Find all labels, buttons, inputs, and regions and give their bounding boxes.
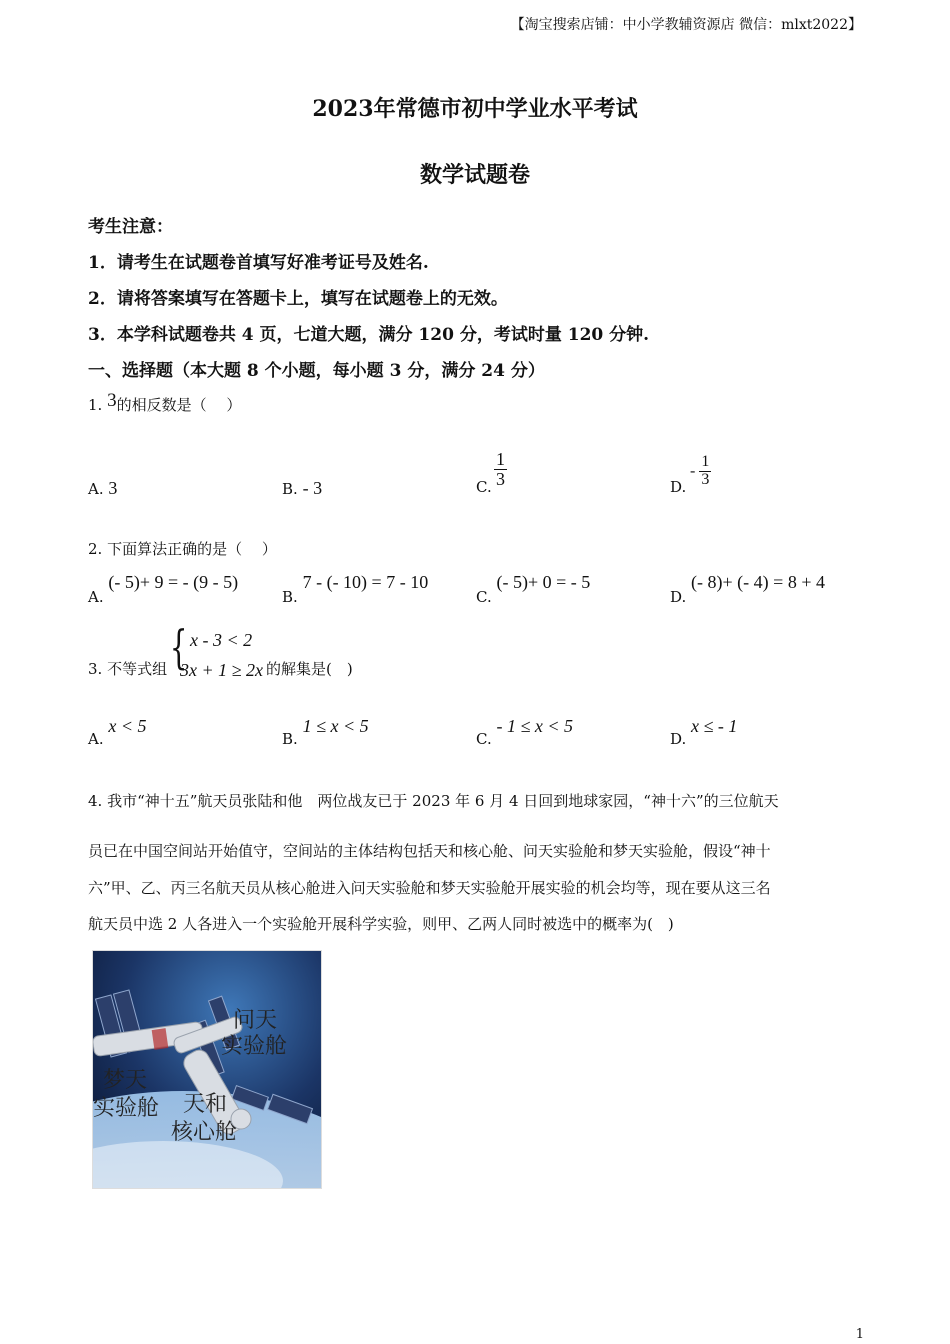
- question-4-line-1: 4. 我市“神十五”航天员张陆和他 两位战友已于 2023 年 6 月 4 日回到地球家园，“神十六”的三位航天: [88, 792, 779, 810]
- option-value: - 3: [302, 478, 323, 498]
- page-header: 【淘宝搜索店铺：中小学教辅资源店 微信：mlxt2022】: [510, 17, 862, 33]
- option-expression: x ≤ - 1: [691, 716, 738, 736]
- inequality-line-2: 3x + 1 ≥ 2x: [180, 660, 264, 680]
- q3-option-d[interactable]: [670, 716, 738, 748]
- option-expression: x < 5: [108, 716, 147, 736]
- question-4-line-3: 六”甲、乙、丙三名航天员从核心舱进入问天实验舱和梦天实验舱开展实验的机会均等，现在要从这三名: [88, 879, 771, 897]
- q2-option-b[interactable]: [282, 572, 429, 606]
- option-label: A.: [88, 730, 104, 748]
- label-mengtian-module: 实验舱: [93, 1096, 160, 1121]
- option-expression: - 1 ≤ x < 5: [496, 716, 574, 736]
- fraction-denominator: 3: [496, 468, 505, 489]
- fraction-numerator: 1: [496, 449, 505, 469]
- page-number: 1: [855, 1327, 864, 1342]
- option-label: D.: [670, 588, 687, 606]
- question-stem: 的相反数是（ ）: [116, 396, 242, 414]
- label-tianhe-module: 核心舱: [171, 1120, 238, 1145]
- option-label: B.: [282, 480, 298, 498]
- q1-option-a[interactable]: [88, 478, 117, 499]
- option-expression: (- 8)+ (- 4) = 8 + 4: [691, 572, 825, 592]
- fraction-denominator: 3: [701, 470, 710, 488]
- option-label: B.: [282, 588, 298, 606]
- question-number: 1.: [88, 396, 103, 414]
- option-label: C.: [476, 588, 492, 606]
- option-expression: (- 5)+ 0 = - 5: [496, 572, 591, 592]
- q1-option-d-fraction: [690, 454, 711, 489]
- q1-option-c[interactable]: [476, 478, 492, 496]
- label-tianhe: 天和: [183, 1092, 228, 1117]
- question-2: 2. 下面算法正确的是（ ）: [88, 540, 277, 558]
- q3-option-a[interactable]: [88, 716, 147, 748]
- inequality-brace: {: [169, 620, 188, 674]
- q1-option-c-fraction: [494, 450, 507, 489]
- exam-title: 2023年常德市初中学业水平考试: [312, 96, 638, 122]
- option-expression: 7 - (- 10) = 7 - 10: [302, 572, 429, 592]
- space-station-figure: [92, 950, 322, 1189]
- fraction-numerator: 1: [701, 453, 710, 470]
- q3-option-c[interactable]: [476, 716, 574, 748]
- question-1: [88, 390, 242, 416]
- label-wentian-module: 实验舱: [221, 1034, 288, 1059]
- space-station-illustration: [93, 951, 321, 1188]
- label-mengtian: 梦天: [103, 1068, 148, 1093]
- notice-item-1: 1．请考生在试题卷首填写好准考证号及姓名.: [88, 253, 429, 273]
- q1-option-b[interactable]: [282, 478, 322, 499]
- notice-heading: 考生注意：: [88, 217, 173, 237]
- question-value: 3: [107, 390, 117, 411]
- q3-option-b[interactable]: [282, 716, 369, 748]
- label-wentian: 问天: [233, 1008, 278, 1033]
- question-4-line-4: 航天员中选 2 人各进入一个实验舱开展科学实验，则甲、乙两人同时被选中的概率为( ): [88, 915, 674, 933]
- q2-option-c[interactable]: [476, 572, 591, 606]
- inequality-line-1: x - 3 < 2: [190, 630, 253, 650]
- fraction-sign: -: [690, 462, 696, 480]
- notice-item-3: 3．本学科试题卷共 4 页，七道大题，满分 120 分，考试时量 120 分钟.: [88, 325, 650, 345]
- option-label: D.: [670, 730, 687, 748]
- question-4-line-2: 员已在中国空间站开始值守，空间站的主体结构包括天和核心舱、问天实验舱和梦天实验舱，假设“神十: [88, 842, 771, 860]
- exam-subtitle: 数学试题卷: [419, 162, 530, 188]
- option-value: 3: [108, 478, 118, 498]
- question-3-prefix: 3. 不等式组: [88, 660, 168, 678]
- q2-option-a[interactable]: [88, 572, 239, 606]
- q1-option-d[interactable]: [670, 478, 686, 496]
- option-label: B.: [282, 730, 298, 748]
- option-label: D.: [670, 478, 687, 496]
- option-label: C.: [476, 478, 492, 496]
- option-expression: 1 ≤ x < 5: [302, 716, 369, 736]
- q2-option-d[interactable]: [670, 572, 825, 606]
- option-label: A.: [88, 480, 104, 498]
- option-label: C.: [476, 730, 492, 748]
- option-label: A.: [88, 588, 104, 606]
- notice-item-2: 2．请将答案填写在答题卡上，填写在试题卷上的无效。: [88, 289, 508, 309]
- option-expression: (- 5)+ 9 = - (9 - 5): [108, 572, 239, 592]
- question-3-suffix: 的解集是( ): [266, 660, 353, 678]
- section-heading: 一、选择题（本大题 8 个小题，每小题 3 分，满分 24 分）: [88, 361, 545, 381]
